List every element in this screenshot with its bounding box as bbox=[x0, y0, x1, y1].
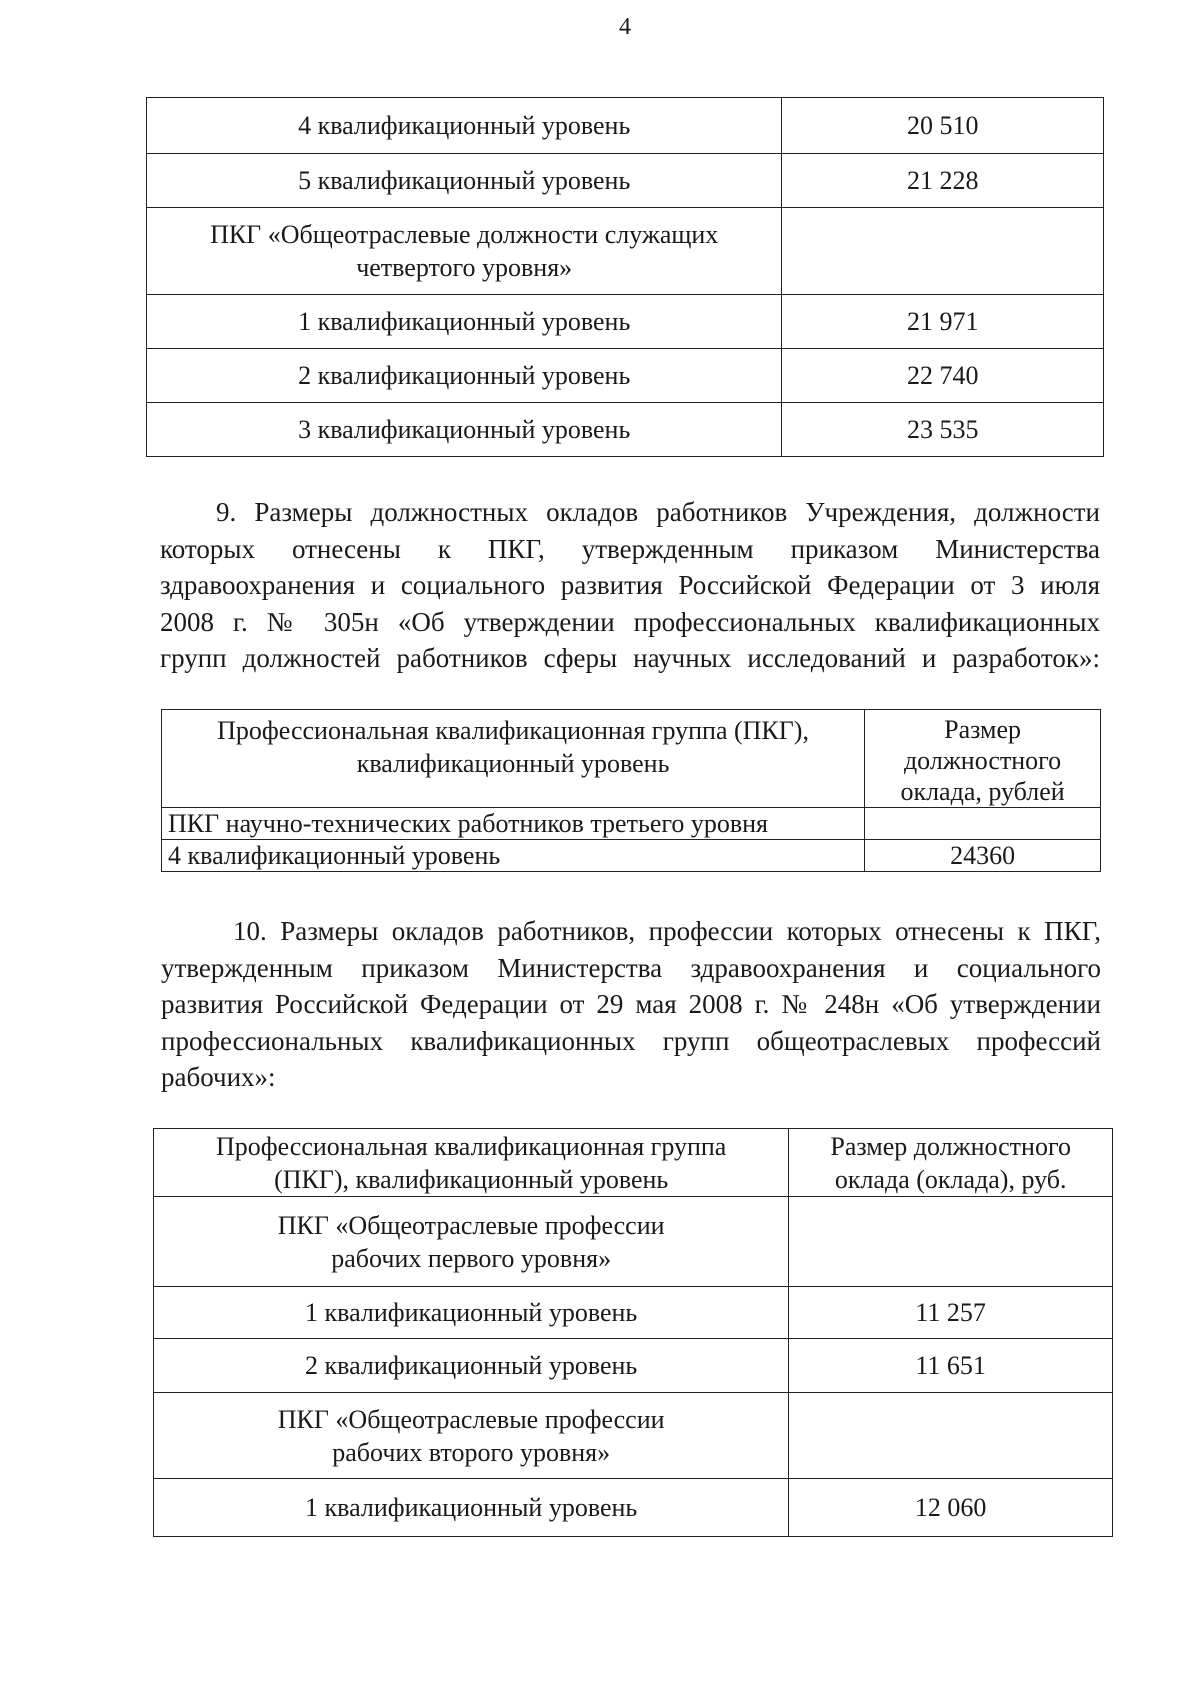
table-cell-salary: 21 971 bbox=[782, 295, 1104, 349]
table-row bbox=[147, 98, 1104, 154]
salary-table-employees bbox=[146, 97, 1104, 457]
table-cell-level: 1 квалификационный уровень bbox=[154, 1479, 789, 1537]
paragraph-line: 10. Размеры окладов работников, профессии которых отнесены к ПКГ, bbox=[233, 916, 1101, 946]
salary-table-workers bbox=[153, 1128, 1113, 1537]
table-row bbox=[154, 1287, 1113, 1339]
table-cell-level: 2 квалификационный уровень bbox=[147, 349, 782, 403]
table-cell-salary: 23 535 bbox=[782, 403, 1104, 457]
table-row bbox=[147, 295, 1104, 349]
table-cell-level: 3 квалификационный уровень bbox=[147, 403, 782, 457]
paragraph-9 bbox=[160, 494, 1100, 677]
salary-table-research bbox=[161, 709, 1101, 872]
table-cell-group: ПКГ научно-технических работников третьего уровня bbox=[162, 808, 865, 840]
table-row bbox=[147, 403, 1104, 457]
paragraph-line: утвержденным приказом Министерства здравоохранения и социального bbox=[161, 952, 1101, 983]
paragraph-line: развития Российской Федерации от 29 мая 2008 г. № 248н «Об утверждении bbox=[161, 989, 1101, 1019]
table-cell-level: 2 квалификационный уровень bbox=[154, 1339, 789, 1393]
table-cell-level: 1 квалификационный уровень bbox=[147, 295, 782, 349]
table-cell-level: 5 квалификационный уровень bbox=[147, 154, 782, 208]
table-cell-salary bbox=[782, 208, 1104, 295]
table-cell-salary: 11 651 bbox=[789, 1339, 1113, 1393]
table-cell-salary: 20 510 bbox=[782, 98, 1104, 154]
table-row-group-header bbox=[154, 1197, 1113, 1287]
header-salary: Размер должностного оклада, рублей bbox=[865, 710, 1101, 808]
table-cell-level: 4 квалификационный уровень bbox=[147, 98, 782, 154]
table-cell-salary: 11 257 bbox=[789, 1287, 1113, 1339]
table-row bbox=[154, 1479, 1113, 1537]
paragraph-line: групп должностей работников сферы научных исследований и разработок»: bbox=[160, 643, 1100, 673]
paragraph-line: 9. Размеры должностных окладов работников Учреждения, должности bbox=[216, 497, 1100, 527]
paragraph-line: рабочих»: bbox=[161, 1062, 276, 1092]
table-cell-salary bbox=[789, 1197, 1113, 1287]
page-number: 4 bbox=[619, 14, 631, 40]
header-salary: Размер должностного оклада (оклада), руб. bbox=[789, 1129, 1113, 1197]
paragraph-line: здравоохранения и социального развития Российской Федерации от 3 июля bbox=[160, 570, 1100, 600]
table-row bbox=[154, 1339, 1113, 1393]
table-cell-salary: 12 060 bbox=[789, 1479, 1113, 1537]
table-cell-salary: 22 740 bbox=[782, 349, 1104, 403]
table-header-row bbox=[162, 710, 1101, 808]
table-header-row bbox=[154, 1129, 1113, 1197]
table-row-group-header bbox=[162, 808, 1101, 840]
header-group-level: Профессиональная квалификационная группа (ПКГ), квалификационный уровень bbox=[162, 710, 865, 808]
table-cell-level: 1 квалификационный уровень bbox=[154, 1287, 789, 1339]
table-cell-salary: 24360 bbox=[865, 840, 1101, 872]
header-group-level: Профессиональная квалификационная группа (ПКГ), квалификационный уровень bbox=[154, 1129, 789, 1197]
table-cell-salary: 21 228 bbox=[782, 154, 1104, 208]
table-cell-group: ПКГ «Общеотраслевые профессии рабочих первого уровня» bbox=[154, 1197, 789, 1287]
table-cell-salary bbox=[789, 1393, 1113, 1479]
table-cell-salary bbox=[865, 808, 1101, 840]
table-row-group-header bbox=[147, 208, 1104, 295]
paragraph-line: которых отнесены к ПКГ, утвержденным приказом Министерства bbox=[160, 533, 1100, 564]
table-row bbox=[147, 349, 1104, 403]
table-cell-group: ПКГ «Общеотраслевые профессии рабочих второго уровня» bbox=[154, 1393, 789, 1479]
paragraph-line: 2008 г. № 305н «Об утверждении профессиональных квалификационных bbox=[160, 606, 1100, 637]
table-row bbox=[162, 840, 1101, 872]
paragraph-line: профессиональных квалификационных групп общеотраслевых профессий bbox=[161, 1025, 1101, 1056]
table-row-group-header bbox=[154, 1393, 1113, 1479]
paragraph-10 bbox=[161, 913, 1101, 1096]
table-cell-level: 4 квалификационный уровень bbox=[162, 840, 865, 872]
table-row bbox=[147, 154, 1104, 208]
table-cell-group: ПКГ «Общеотраслевые должности служащих четвертого уровня» bbox=[147, 208, 782, 295]
